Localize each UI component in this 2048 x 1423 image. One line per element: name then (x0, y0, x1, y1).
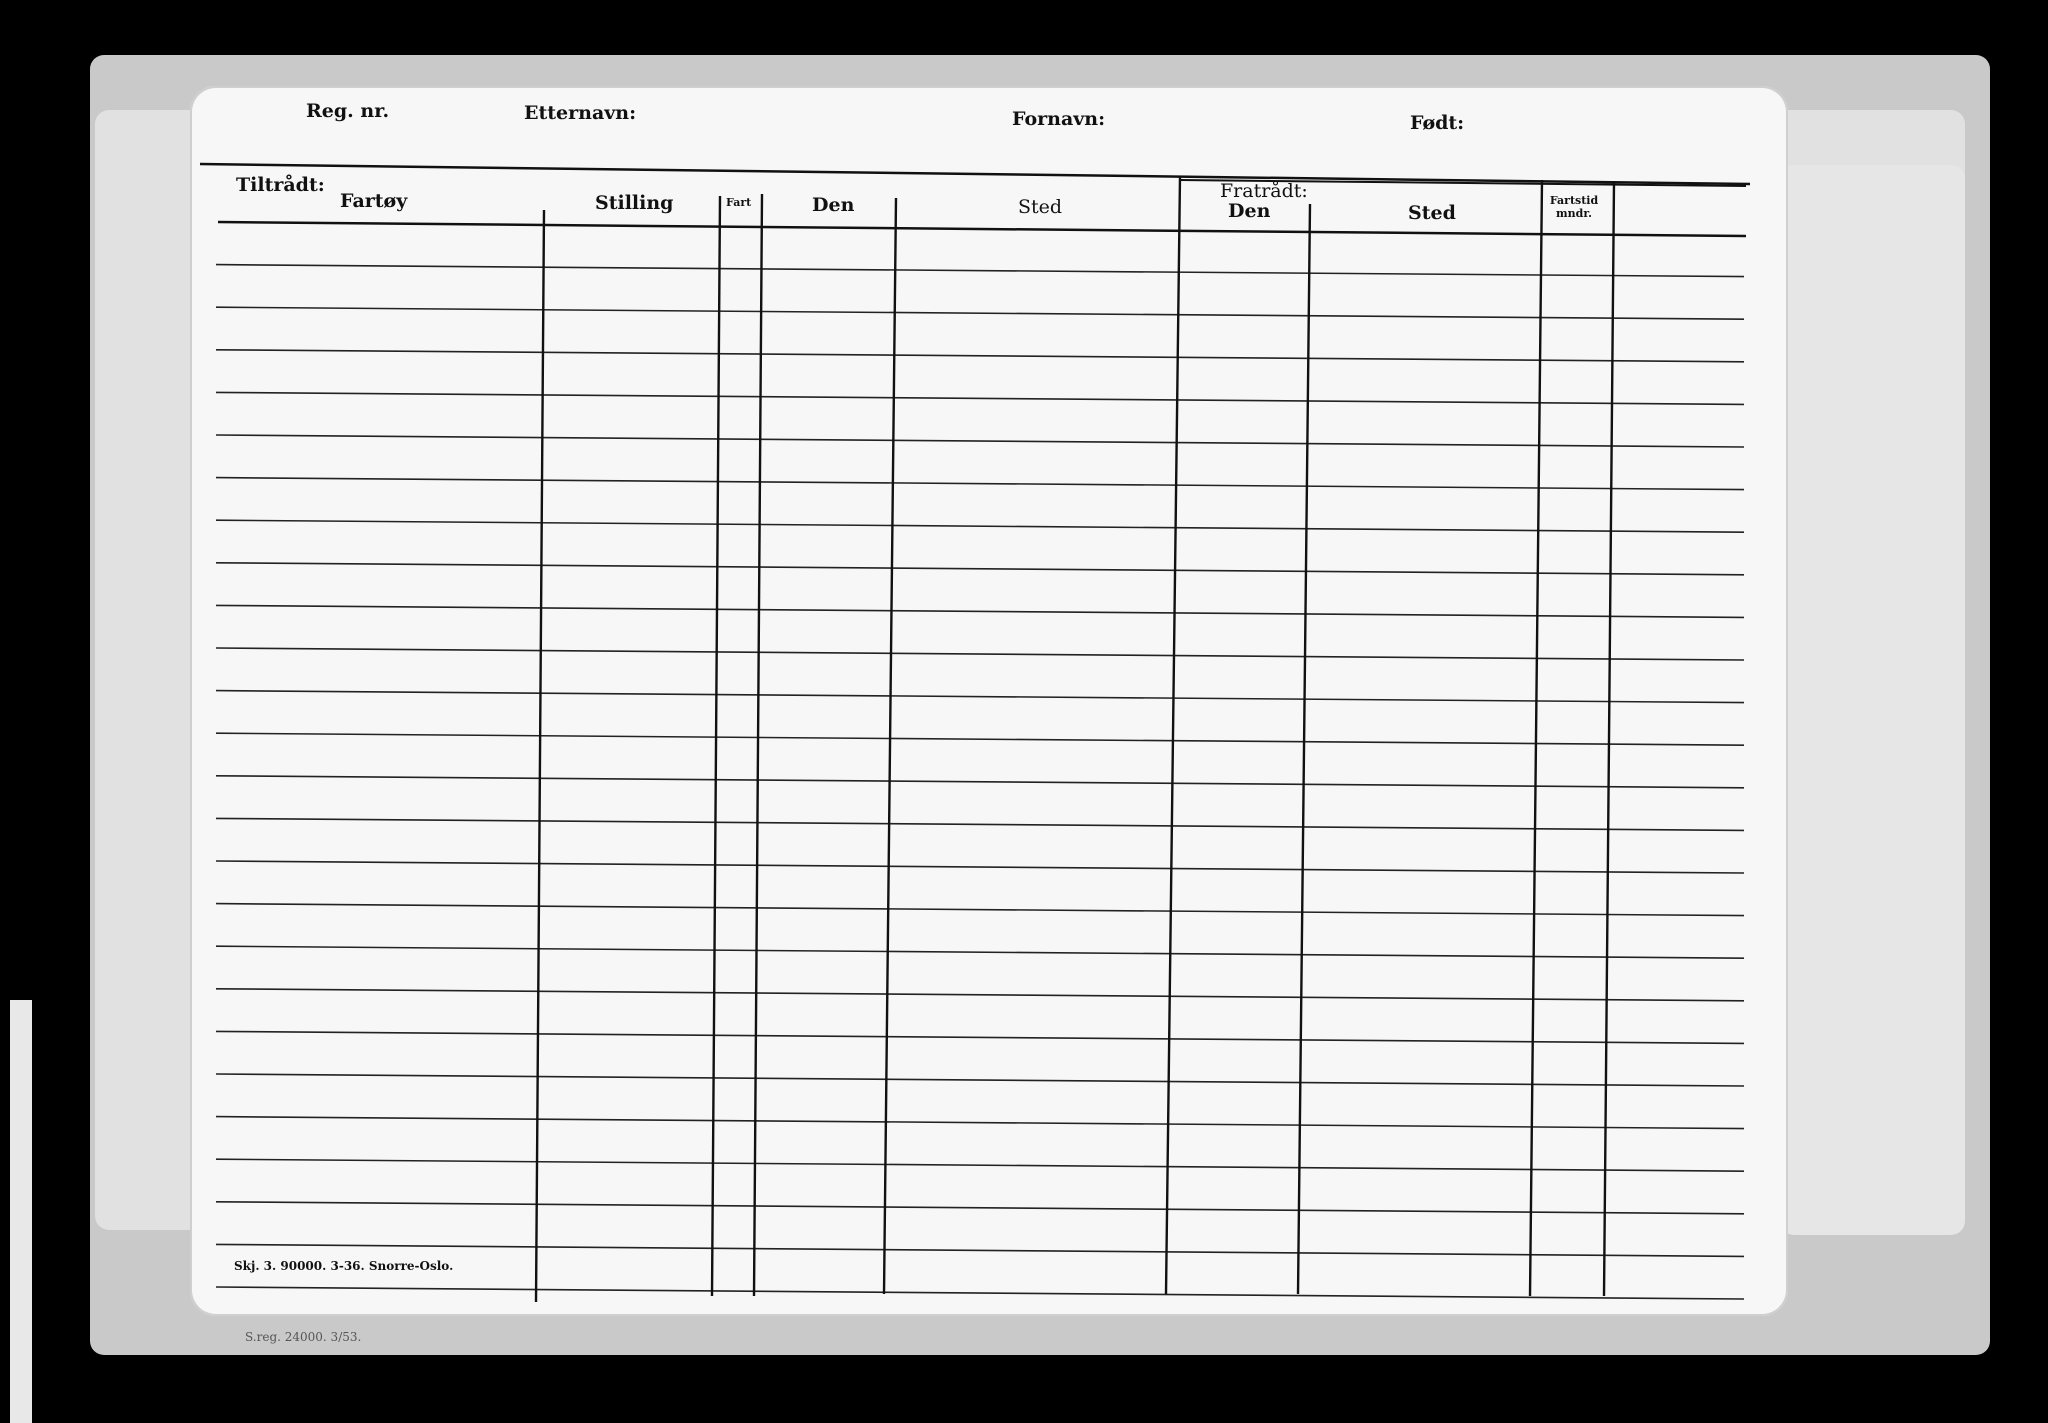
ledger-row-line (216, 392, 1744, 404)
form-print-info: Skj. 3. 90000. 3-36. Snorre-Oslo. (234, 1259, 454, 1273)
ledger-row-line (216, 1202, 1744, 1214)
ledger-column-line (884, 198, 896, 1294)
ledger-row-line (216, 1244, 1744, 1256)
fratradt-label: Fratrådt: (1220, 180, 1308, 202)
ledger-row-line (216, 733, 1744, 745)
ledger-row-line (216, 435, 1744, 447)
col-header-den-tiltradt: Den (812, 194, 855, 216)
col-header-fartoy: Fartøy (340, 190, 408, 212)
back-card-print-info: S.reg. 24000. 3/53. (245, 1330, 362, 1344)
ledger-row-line (216, 563, 1744, 575)
ledger-row-line (216, 307, 1744, 319)
ledger-row-line (216, 861, 1744, 873)
ledger-column-line (712, 196, 720, 1296)
edge-marker-strip (10, 1000, 32, 1423)
ledger-row-line (216, 605, 1744, 617)
ledger-grid (190, 86, 1788, 1316)
ledger-row-line (216, 1117, 1744, 1129)
ledger-column-line (754, 194, 762, 1296)
column-header-underline (218, 222, 1746, 236)
fartstid-line1: Fartstid (1549, 194, 1599, 207)
ledger-row-line (216, 1287, 1744, 1299)
registration-card (190, 86, 1788, 1316)
ledger-row-line (216, 989, 1744, 1001)
ledger-column-line (1530, 180, 1542, 1296)
ledger-row-line (216, 904, 1744, 916)
fartstid-line2: mndr. (1556, 207, 1592, 220)
header-rule (200, 164, 1750, 184)
ledger-columns (536, 176, 1614, 1302)
col-header-sted-tiltradt: Sted (1018, 196, 1063, 218)
background-card-right (1780, 165, 1965, 1235)
col-header-den-fratradt: Den (1228, 200, 1271, 222)
ledger-column-line (536, 210, 544, 1302)
ledger-row-line (216, 776, 1744, 788)
col-header-stilling: Stilling (595, 192, 674, 214)
ledger-row-line (216, 648, 1744, 660)
ledger-row-line (216, 478, 1744, 490)
ledger-row-line (216, 1074, 1744, 1086)
ledger-row-line (216, 946, 1744, 958)
ledger-column-line (1604, 182, 1614, 1296)
reg-nr-label: Reg. nr. (306, 100, 390, 122)
fornavn-label: Fornavn: (1012, 108, 1106, 130)
ledger-rows (216, 265, 1744, 1299)
ledger-row-line (216, 350, 1744, 362)
col-header-fart: Fart (726, 196, 752, 209)
ledger-row-line (216, 1031, 1744, 1043)
etternavn-label: Etternavn: (524, 102, 637, 124)
col-header-sted-fratradt: Sted (1408, 202, 1456, 224)
tiltradt-label: Tiltrådt: (236, 174, 325, 196)
ledger-row-line (216, 818, 1744, 830)
ledger-column-line (1298, 204, 1310, 1294)
ledger-row-line (216, 265, 1744, 277)
ledger-row-line (216, 691, 1744, 703)
ledger-row-line (216, 520, 1744, 532)
ledger-row-line (216, 1159, 1744, 1171)
fodt-label: Født: (1410, 112, 1465, 134)
ledger-column-line (1166, 176, 1180, 1294)
